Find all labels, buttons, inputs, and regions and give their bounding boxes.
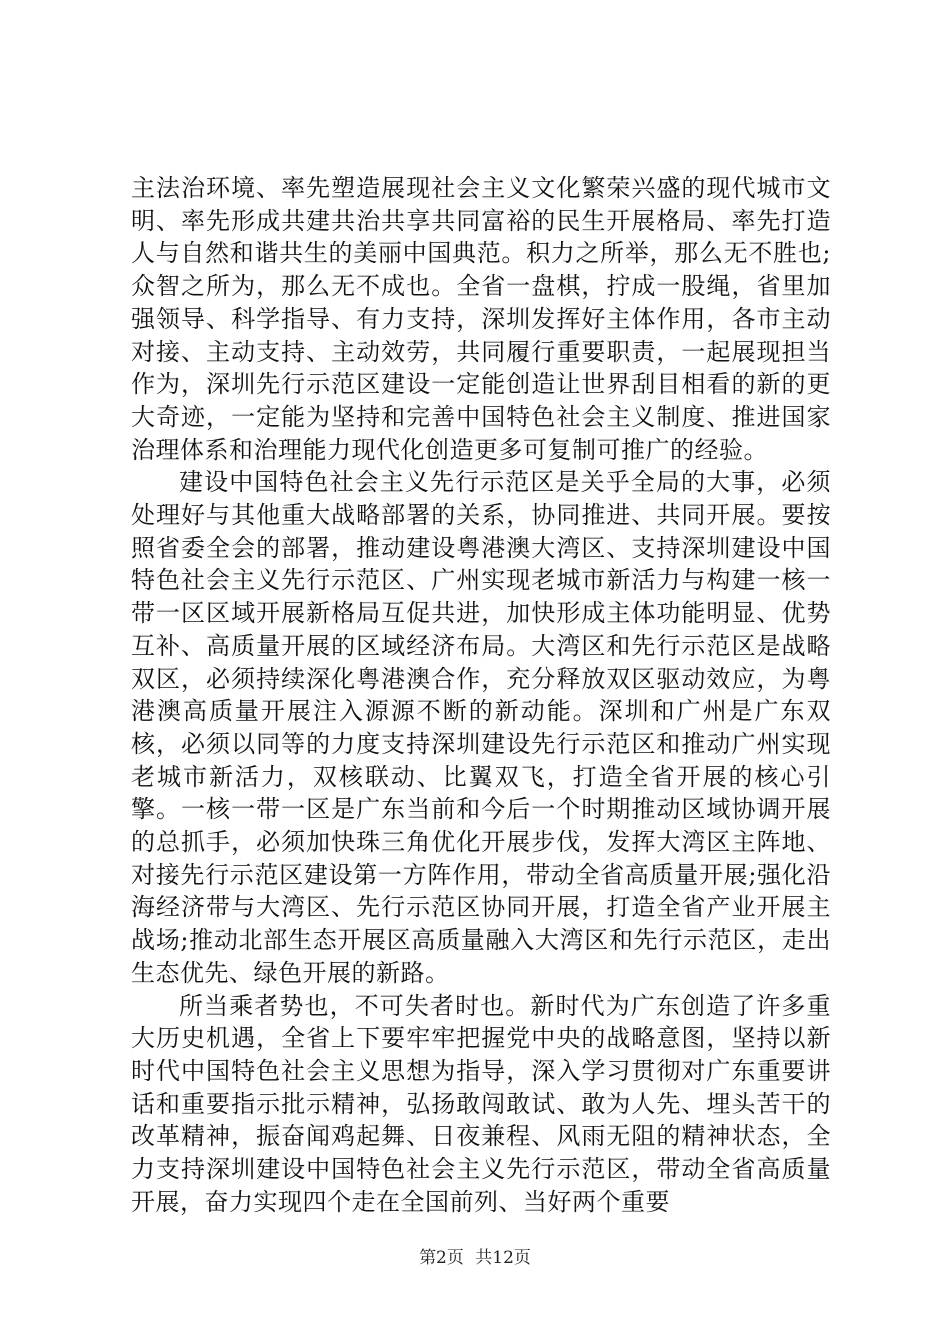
total-pages: 共12页 xyxy=(475,1248,531,1268)
paragraph-3: 所当乘者势也，不可失者时也。新时代为广东创造了许多重大历史机遇，全省上下要牢牢把握党中央的战略意图，坚持以新时代中国特色社会主义思想为指导，深入学习贯彻对广东重要讲话和重要指示批示精神，弘扬敢闯敢试、敢为人先、埋头苦干的改革精神，振奋闻鸡起舞、日夜兼程、风雨无阻的精神状态，全力支持深圳建设中国特色社会主义先行示范区，带动全省高质量开展，奋力实现四个走在全国前列、当好两个重要 xyxy=(131,991,831,1216)
page-footer xyxy=(0,1243,950,1268)
document-body xyxy=(131,172,831,1219)
paragraph-1: 主法治环境、率先塑造展现社会主义文化繁荣兴盛的现代城市文明、率先形成共建共治共享共同富裕的民生开展格局、率先打造人与自然和谐共生的美丽中国典范。积力之所举，那么无不胜也;众智之所为，那么无不成也。全省一盘棋，拧成一股绳，省里加强领导、科学指导、有力支持，深圳发挥好主体作用，各市主动对接、主动支持、主动效劳，共同履行重要职责，一起展现担当作为，深圳先行示范区建设一定能创造让世界刮目相看的新的更大奇迹，一定能为坚持和完善中国特色社会主义制度、推进国家治理体系和治理能力现代化创造更多可复制可推广的经验。 xyxy=(131,174,831,464)
page-number: 第2页 xyxy=(419,1248,464,1268)
paragraph-2: 建设中国特色社会主义先行示范区是关乎全局的大事，必须处理好与其他重大战略部署的关系，协同推进、共同开展。要按照省委全会的部署，推动建设粤港澳大湾区、支持深圳建设中国特色社会主义先行示范区、广州实现老城市新活力与构建一核一带一区区域开展新格局互促共进，加快形成主体功能明显、优势互补、高质量开展的区域经济布局。大湾区和先行示范区是战略双区，必须持续深化粤港澳合作，充分释放双区驱动效应，为粤港澳高质量开展注入源源不断的新动能。深圳和广州是广东双核，必须以同等的力度支持深圳建设先行示范区和推动广州实现老城市新活力，双核联动、比翼双飞，打造全省开展的核心引擎。一核一带一区是广东当前和今后一个时期推动区域协调开展的总抓手，必须加快珠三角优化开展步伐，发挥大湾区主阵地、对接先行示范区建设第一方阵作用，带动全省高质量开展;强化沿海经济带与大湾区、先行示范区协同开展，打造全省产业开展主战场;推动北部生态开展区高质量融入大湾区和先行示范区，走出生态优先、绿色开展的新路。 xyxy=(131,468,831,987)
